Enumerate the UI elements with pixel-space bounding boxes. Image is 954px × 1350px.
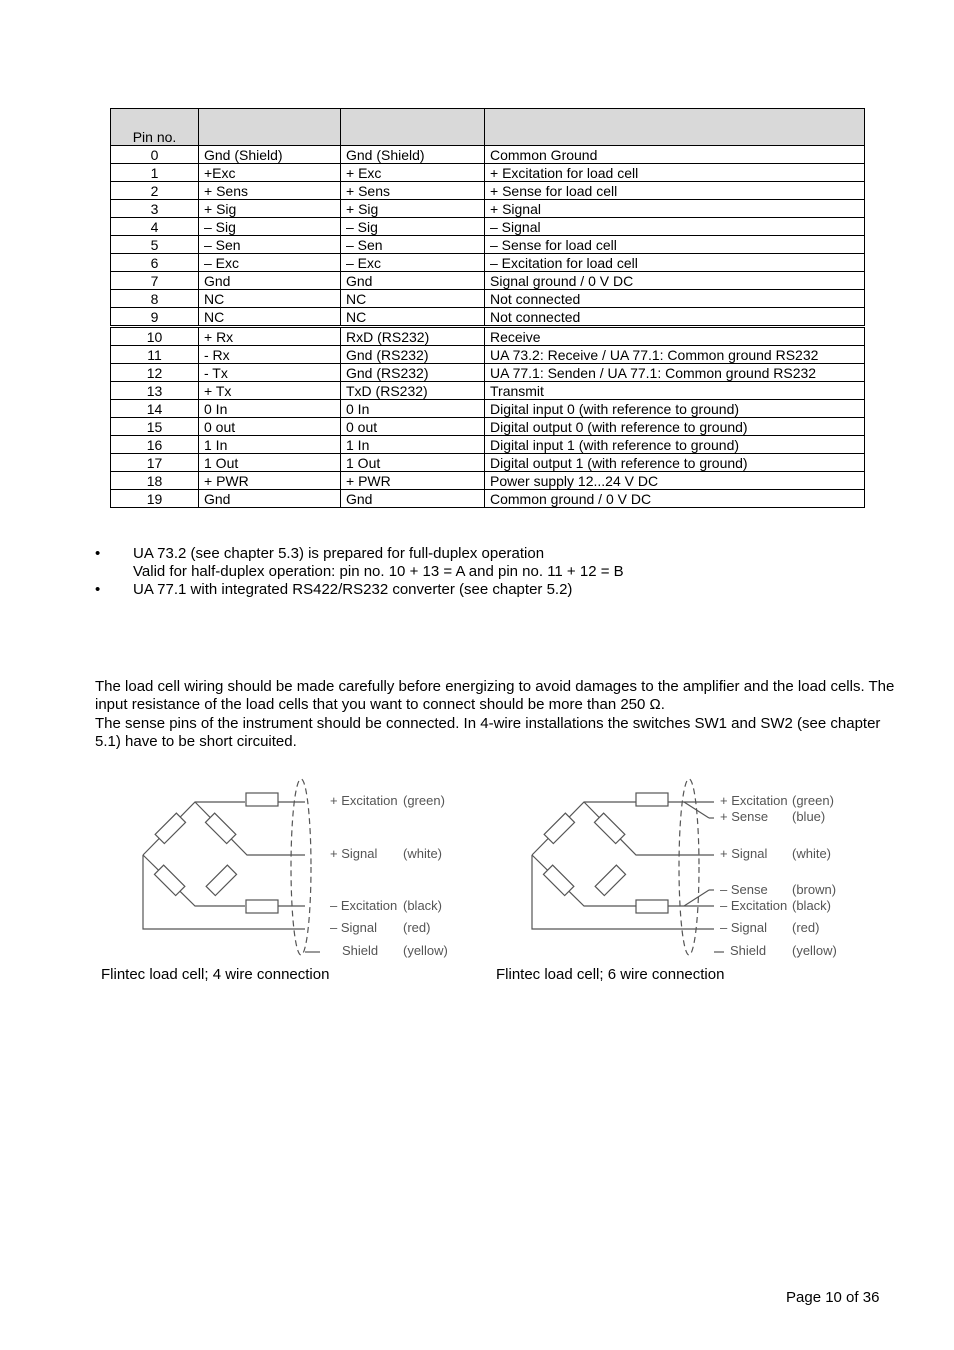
table-row [111, 418, 865, 436]
label-sig-pos: + Signal [720, 846, 768, 861]
table-cell: Receive [485, 327, 865, 346]
table-cell: + Sig [341, 200, 485, 218]
table-row [111, 290, 865, 308]
table-cell: – Sen [341, 236, 485, 254]
bullet-list [95, 545, 624, 599]
table-cell: 0 out [341, 418, 485, 436]
pin-number-cell: 3 [111, 200, 199, 218]
pin-number-cell: 6 [111, 254, 199, 272]
table-row [111, 327, 865, 346]
table-cell: – Exc [341, 254, 485, 272]
color-shield: (yellow) [403, 943, 448, 958]
table-row [111, 182, 865, 200]
table-cell: Not connected [485, 290, 865, 308]
table-row [111, 490, 865, 508]
color-sense-pos: (blue) [792, 809, 826, 824]
table-cell: + Sens [199, 182, 341, 200]
table-cell: 1 Out [199, 454, 341, 472]
table-cell: Digital input 0 (with reference to ground) [485, 400, 865, 418]
table-cell: Gnd [341, 490, 485, 508]
table-cell: +Exc [199, 164, 341, 182]
paragraph-sense-pins: The sense pins of the instrument should be connected. In 4-wire installations the switches SW1 and SW2 (see chapter 5.1) have to be short circuited. [95, 715, 881, 750]
table-cell: Gnd [199, 490, 341, 508]
pin-number-cell: 2 [111, 182, 199, 200]
pin-number-cell: 18 [111, 472, 199, 490]
table-cell: - Rx [199, 346, 341, 364]
table-cell: Gnd (RS232) [341, 364, 485, 382]
table-cell: NC [341, 308, 485, 327]
four-wire-diagram [135, 772, 455, 962]
table-cell: Common Ground [485, 146, 865, 164]
table-cell: Gnd (RS232) [341, 346, 485, 364]
table-cell: Common ground / 0 V DC [485, 490, 865, 508]
pin-number-cell: 8 [111, 290, 199, 308]
table-cell: – Sig [341, 218, 485, 236]
four-wire-caption: Flintec load cell; 4 wire connection [101, 966, 330, 983]
pin-number-cell: 11 [111, 346, 199, 364]
table-header-row [111, 109, 865, 146]
label-exc-pos: + Excitation [330, 793, 398, 808]
table-row [111, 346, 865, 364]
color-exc-pos: (green) [792, 793, 834, 808]
table-cell: Signal ground / 0 V DC [485, 272, 865, 290]
table-cell: Power supply 12...24 V DC [485, 472, 865, 490]
pin-number-cell: 0 [111, 146, 199, 164]
table-cell: 0 out [199, 418, 341, 436]
table-cell: – Exc [199, 254, 341, 272]
table-cell: NC [199, 290, 341, 308]
table-cell: NC [199, 308, 341, 327]
color-sig-neg: (red) [403, 920, 431, 935]
table-row [111, 364, 865, 382]
table-cell: TxD (RS232) [341, 382, 485, 400]
color-sig-neg: (red) [792, 920, 820, 935]
label-shield: Shield [342, 943, 379, 958]
table-row [111, 200, 865, 218]
table-cell: Gnd [199, 272, 341, 290]
table-cell: UA 73.2: Receive / UA 77.1: Common ground RS232 [485, 346, 865, 364]
label-sense-pos: + Sense [720, 809, 769, 824]
bullet-marker: • [95, 581, 101, 598]
table-cell: + Sig [199, 200, 341, 218]
header-column-3 [341, 109, 485, 146]
table-cell: + PWR [199, 472, 341, 490]
table-cell: + Tx [199, 382, 341, 400]
label-exc-neg: – Excitation [720, 898, 788, 913]
bullet-item [95, 545, 624, 581]
table-cell: – Sig [199, 218, 341, 236]
pin-number-cell: 17 [111, 454, 199, 472]
table-row [111, 218, 865, 236]
header-column-2 [199, 109, 341, 146]
color-sense-neg: (brown) [792, 882, 837, 897]
table-cell: Gnd (Shield) [341, 146, 485, 164]
table-cell: 1 In [341, 436, 485, 454]
label-sig-neg: – Signal [330, 920, 377, 935]
table-cell: + Sense for load cell [485, 182, 865, 200]
table-cell: – Excitation for load cell [485, 254, 865, 272]
table-cell: + Rx [199, 327, 341, 346]
table-row [111, 308, 865, 327]
table-cell: Digital output 0 (with reference to ground) [485, 418, 865, 436]
table-cell: 0 In [341, 400, 485, 418]
table-cell: – Sen [199, 236, 341, 254]
table-row [111, 236, 865, 254]
table-cell: 1 Out [341, 454, 485, 472]
table-cell: UA 77.1: Senden / UA 77.1: Common ground RS232 [485, 364, 865, 382]
table-row [111, 164, 865, 182]
pin-number-cell: 13 [111, 382, 199, 400]
table-cell: + Signal [485, 200, 865, 218]
table-cell: + PWR [341, 472, 485, 490]
bullet-line: Valid for half-duplex operation: pin no. 10 + 13 = A and pin no. 11 + 12 = B [133, 563, 624, 580]
table-cell: 1 In [199, 436, 341, 454]
table-cell: – Signal [485, 218, 865, 236]
pin-number-cell: 14 [111, 400, 199, 418]
table-cell: – Sense for load cell [485, 236, 865, 254]
color-shield: (yellow) [792, 943, 837, 958]
pin-number-cell: 10 [111, 327, 199, 346]
table-row [111, 272, 865, 290]
pin-number-cell: 16 [111, 436, 199, 454]
label-exc-pos: + Excitation [720, 793, 788, 808]
table-cell: Gnd [341, 272, 485, 290]
table-cell: RxD (RS232) [341, 327, 485, 346]
table-cell: NC [341, 290, 485, 308]
paragraph-wiring: The load cell wiring should be made carefully before energizing to avoid damages to the amplifier and the load cells. The input resistance of the load cells that you want to connect should be more than 250 Ω. [95, 678, 895, 713]
table-row [111, 454, 865, 472]
table-cell: - Tx [199, 364, 341, 382]
label-sig-pos: + Signal [330, 846, 378, 861]
table-cell: Digital output 1 (with reference to ground) [485, 454, 865, 472]
six-wire-caption: Flintec load cell; 6 wire connection [496, 966, 725, 983]
table-row [111, 146, 865, 164]
pin-number-cell: 1 [111, 164, 199, 182]
label-sig-neg: – Signal [720, 920, 767, 935]
table-row [111, 400, 865, 418]
table-cell: Not connected [485, 308, 865, 327]
pin-number-cell: 19 [111, 490, 199, 508]
color-sig-pos: (white) [792, 846, 832, 861]
pin-number-cell: 15 [111, 418, 199, 436]
pin-number-cell: 12 [111, 364, 199, 382]
header-column-4 [485, 109, 865, 146]
table-cell: Digital input 1 (with reference to ground) [485, 436, 865, 454]
table-cell: Gnd (Shield) [199, 146, 341, 164]
pin-number-cell: 9 [111, 308, 199, 327]
table-cell: + Excitation for load cell [485, 164, 865, 182]
pin-assignment-table [110, 108, 865, 508]
color-exc-neg: (black) [792, 898, 832, 913]
table-row [111, 254, 865, 272]
label-exc-neg: – Excitation [330, 898, 398, 913]
table-cell: + Sens [341, 182, 485, 200]
table-row [111, 382, 865, 400]
table-cell: Transmit [485, 382, 865, 400]
table-row [111, 436, 865, 454]
page-number: Page 10 of 36 [786, 1289, 880, 1306]
bullet-line: UA 73.2 (see chapter 5.3) is prepared for full-duplex operation [133, 545, 545, 562]
table-cell: + Exc [341, 164, 485, 182]
bullet-line: UA 77.1 with integrated RS422/RS232 converter (see chapter 5.2) [133, 581, 573, 598]
color-sig-pos: (white) [403, 846, 443, 861]
color-exc-neg: (black) [403, 898, 443, 913]
label-sense-neg: – Sense [720, 882, 768, 897]
header-pin-no: Pin no. [111, 109, 199, 146]
table-cell: 0 In [199, 400, 341, 418]
pin-number-cell: 5 [111, 236, 199, 254]
color-exc-pos: (green) [403, 793, 445, 808]
six-wire-diagram [524, 772, 844, 962]
table-row [111, 472, 865, 490]
label-shield: Shield [730, 943, 767, 958]
pin-number-cell: 4 [111, 218, 199, 236]
bullet-marker: • [95, 545, 101, 562]
table-body [111, 146, 865, 508]
pin-number-cell: 7 [111, 272, 199, 290]
bullet-item [95, 581, 624, 599]
